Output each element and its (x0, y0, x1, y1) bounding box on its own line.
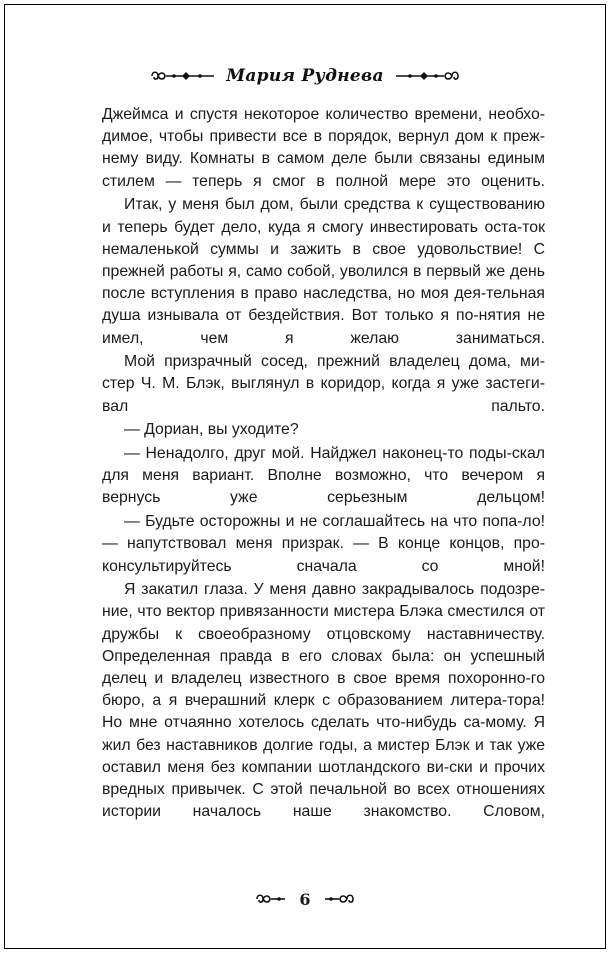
paragraph: Итак, у меня был дом, были средства к существованию и теперь будет дело, куда я смогу инвестировать оста-ток немаленькой суммы и зажить в свое удовольствие! С прежней работы я, само собой, уволился в первый же день после вступления в право наследства, но моя дея-тельная душа изнывала от бездействия. Вот только я по-нятия не имел, чем я желаю заниматься. (102, 196, 545, 347)
book-author-title: Мария Руднева (226, 66, 384, 86)
page-footer (0, 887, 610, 911)
page-number: 6 (299, 889, 311, 909)
paragraph: Я закатил глаза. У меня давно закрадывалось подозре-ние, что вектор привязанности мистера Блэка сместился от дружбы к своеобразному отцовскому наставничеству. Определенная правда в его словах была: он успешный делец и владелец известного в свое время похоронно-го бюро, а я вчерашний клерк с образованием литера-тора! Но мне отчаянно хотелось сделать что-нибудь са-мому. Я жил без наставников долгие годы, а мистер Блэк и так уже оставил меня без компании шотландского ви-ски и прочих вредных привычек. С этой печальной во всех отношениях истории началось наше знакомство. Словом, (102, 581, 545, 821)
flourish-right-icon (321, 891, 357, 907)
running-header (0, 62, 610, 90)
body-text (102, 104, 545, 824)
flourish-left-icon (148, 68, 218, 84)
paragraph: — Ненадолго, друг мой. Найджел наконец-то поды-скал для меня вариант. Вполне возможно, что вечером я вернусь уже серьезным дельцом! (102, 445, 545, 507)
paragraph: — Дориан, вы уходите? (124, 421, 299, 439)
paragraph: — Будьте осторожны и не соглашайтесь на что попа-ло! — напутствовал меня призрак. — В конце концов, про-консультируйтесь сначала со мной! (102, 513, 545, 575)
flourish-right-icon (392, 68, 462, 84)
paragraph: Мой призрачный сосед, прежний владелец дома, ми-стер Ч. М. Блэк, выглянул в коридор, когда я уже застеги-вал пальто. (102, 353, 545, 415)
paragraph: Джеймса и спустя некоторое количество времени, необхо-димое, чтобы привести все в порядок, вернул дом к преж-нему виду. Комнаты в самом деле были связаны единым стилем — теперь я смог в полной мере это оценить. (102, 106, 545, 190)
flourish-left-icon (253, 891, 289, 907)
